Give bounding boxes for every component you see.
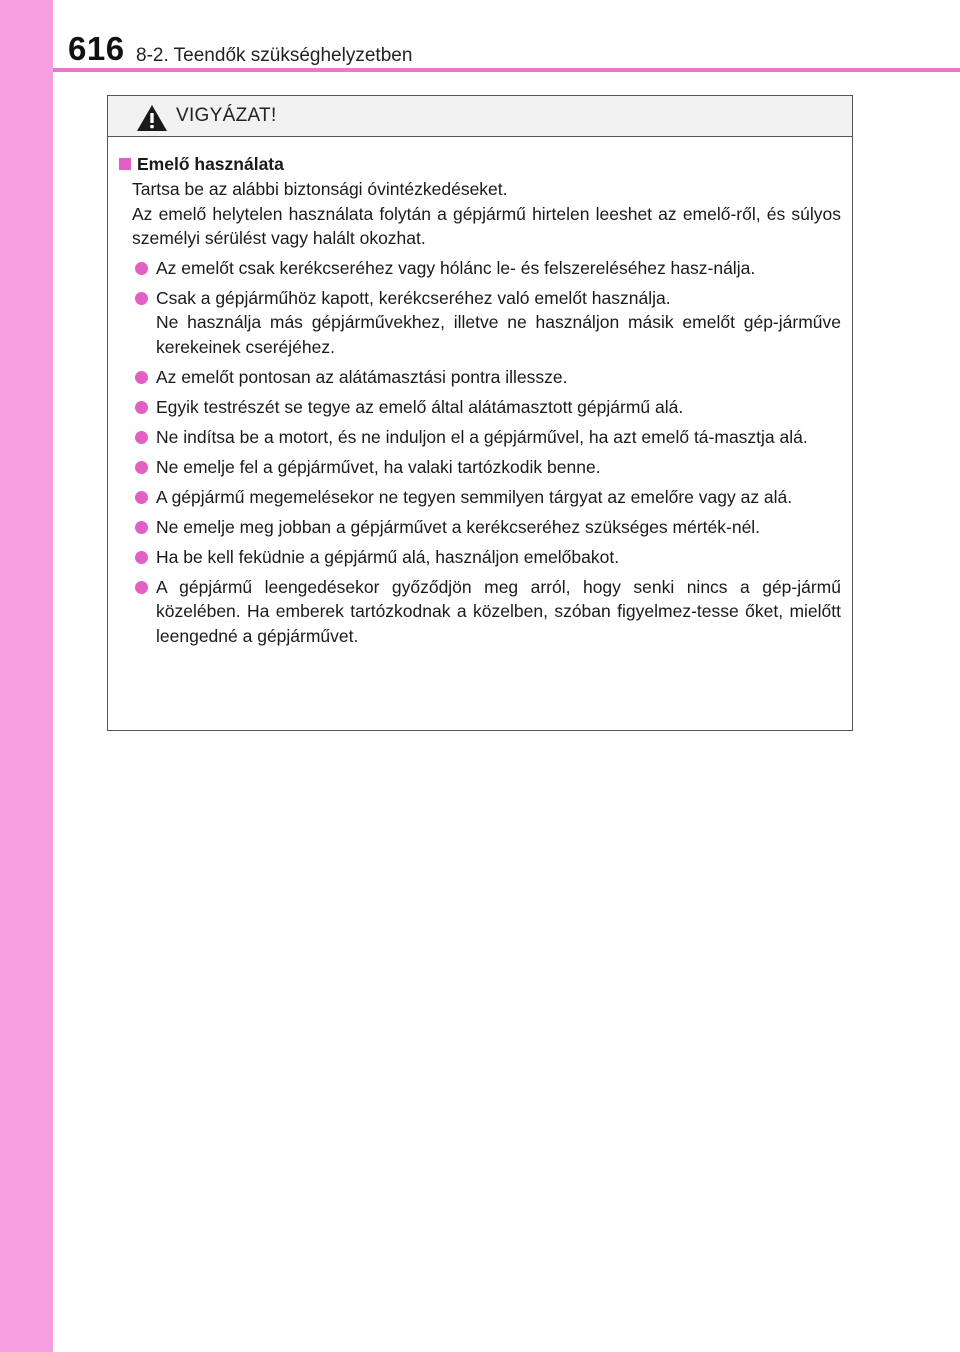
- bullet-dot-icon: [135, 521, 148, 534]
- list-item: Az emelőt csak kerékcseréhez vagy hólánc le- és felszereléséhez hasz-nálja.: [119, 256, 841, 281]
- list-item: Ne emelje meg jobban a gépjárművet a kerékcseréhez szükséges mérték-nél.: [119, 515, 841, 540]
- warning-header: [108, 96, 852, 137]
- intro-line: Az emelő helytelen használata folytán a gépjármű hirtelen leeshet az emelő-ről, és súlyos személyi sérülést vagy halált okozhat.: [132, 203, 841, 248]
- bullet-dot-icon: [135, 581, 148, 594]
- section-heading-text: Emelő használata: [137, 153, 284, 174]
- intro-line: Tartsa be az alábbi biztonsági óvintézkedéseket.: [132, 179, 508, 199]
- list-item: [119, 286, 841, 360]
- warning-body: [108, 137, 852, 648]
- bullet-dot-icon: [135, 371, 148, 384]
- bullet-dot-icon: [135, 551, 148, 564]
- bullet-dot-icon: [135, 431, 148, 444]
- bullet-dot-icon: [135, 401, 148, 414]
- list-item: Ne indítsa be a motort, és ne induljon el a gépjárművel, ha azt emelő tá-masztja alá.: [119, 425, 841, 450]
- list-item: Az emelőt pontosan az alátámasztási pontra illessze.: [119, 365, 841, 390]
- list-item: Ne emelje fel a gépjárművet, ha valaki tartózkodik benne.: [119, 455, 841, 480]
- bullet-line: Csak a gépjárműhöz kapott, kerékcseréhez való emelőt használja.: [156, 287, 671, 308]
- warning-triangle-icon: [136, 104, 168, 132]
- section-title: 8-2. Teendők szükséghelyzetben: [136, 45, 413, 66]
- square-bullet-icon: [119, 158, 131, 170]
- bullet-dot-icon: [135, 292, 148, 305]
- bullet-dot-icon: [135, 262, 148, 275]
- side-color-strip: [0, 0, 53, 1352]
- header-rule: [53, 68, 960, 72]
- list-item: Ha be kell feküdnie a gépjármű alá, használjon emelőbakot.: [119, 545, 841, 570]
- warning-title: VIGYÁZAT!: [176, 105, 277, 126]
- bullet-line: Ne használja más gépjárművekhez, illetve ne használjon másik emelőt gép-járműve kerekeinek cseréjéhez.: [156, 312, 841, 357]
- page-number: 616: [68, 30, 125, 67]
- warning-box: [107, 95, 853, 731]
- section-heading: [119, 151, 841, 177]
- bullet-dot-icon: [135, 461, 148, 474]
- list-item: Egyik testrészét se tegye az emelő által alátámasztott gépjármű alá.: [119, 395, 841, 420]
- bullet-list: [119, 256, 841, 649]
- list-item: A gépjármű megemelésekor ne tegyen semmilyen tárgyat az emelőre vagy az alá.: [119, 485, 841, 510]
- bullet-dot-icon: [135, 491, 148, 504]
- list-item: A gépjármű leengedésekor győződjön meg arról, hogy senki nincs a gép-jármű közelében. Ha emberek tartózkodnak a közelben, szóban figyelmez-tesse őket, mielőtt leengedné a gépjárművet.: [119, 575, 841, 649]
